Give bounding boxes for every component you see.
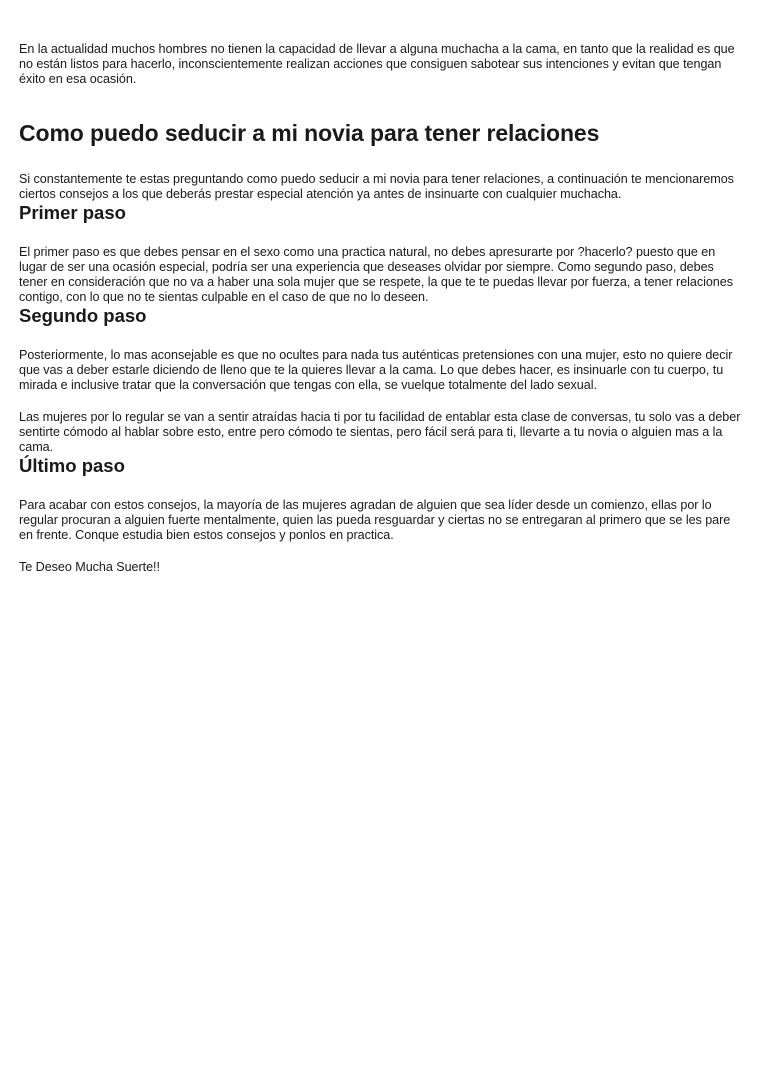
section-paragraph: El primer paso es que debes pensar en el sexo como una practica natural, no debes apresurarte por ?hacerlo? puesto que en lugar de ser una ocasión especial, podría ser una experiencia que deseases olvidar por siempre. Como segundo paso, debes tener en consideración que no va a haber una sola mujer que se respete, la que te te puedas llevar por fuerza, a tener relaciones contigo, con lo que no te sientas culpable en el caso de que no lo deseen. [19, 245, 733, 304]
lead-paragraph: Si constantemente te estas preguntando como puedo seducir a mi novia para tener relaciones, a continuación te mencionaremos ciertos consejos a los que deberás prestar especial atención ya antes de insinuarte con cualquier muchacha. [19, 172, 734, 201]
section-paragraph: Posteriormente, lo mas aconsejable es que no ocultes para nada tus auténticas pretensiones con una mujer, esto no quiere decir que vas a deber estarle diciendo de lleno que te la quieres llevar a la cama. Lo que debes hacer, es insinuarle con tu cuerpo, tu mirada e inclusive tratar que la conversación que tengas con ella, se vuelque totalmente del lado sexual. [19, 348, 733, 392]
section-heading-segundo-paso: Segundo paso [19, 305, 147, 326]
page-title: Como puedo seducir a mi novia para tener relaciones [19, 120, 600, 146]
closing-line: Te Deseo Mucha Suerte!! [19, 560, 160, 574]
intro-paragraph: En la actualidad muchos hombres no tienen la capacidad de llevar a alguna muchacha a la cama, en tanto que la realidad es que no están listos para hacerlo, inconscientemente realizan acciones que consiguen sabotear sus intenciones y evitan que tengan éxito en esa ocasión. [19, 42, 735, 86]
section-paragraph: Las mujeres por lo regular se van a sentir atraídas hacia ti por tu facilidad de entablar esta clase de conversas, tu solo vas a deber sentirte cómodo al hablar sobre esto, entre pero cómodo te sientas, pero fácil será para ti, llevarte a tu novia o alguien mas a la cama. [19, 410, 741, 454]
section-paragraph: Para acabar con estos consejos, la mayoría de las mujeres agradan de alguien que sea líder desde un comienzo, ellas por lo regular procuran a alguien fuerte mentalmente, quien las pueda resguardar y ciertas no se entregaran al primero que se les pare en frente. Conque estudia bien estos consejos y ponlos en practica. [19, 498, 731, 542]
section-heading-primer-paso: Primer paso [19, 202, 126, 223]
section-heading-ultimo-paso: Último paso [19, 455, 125, 476]
